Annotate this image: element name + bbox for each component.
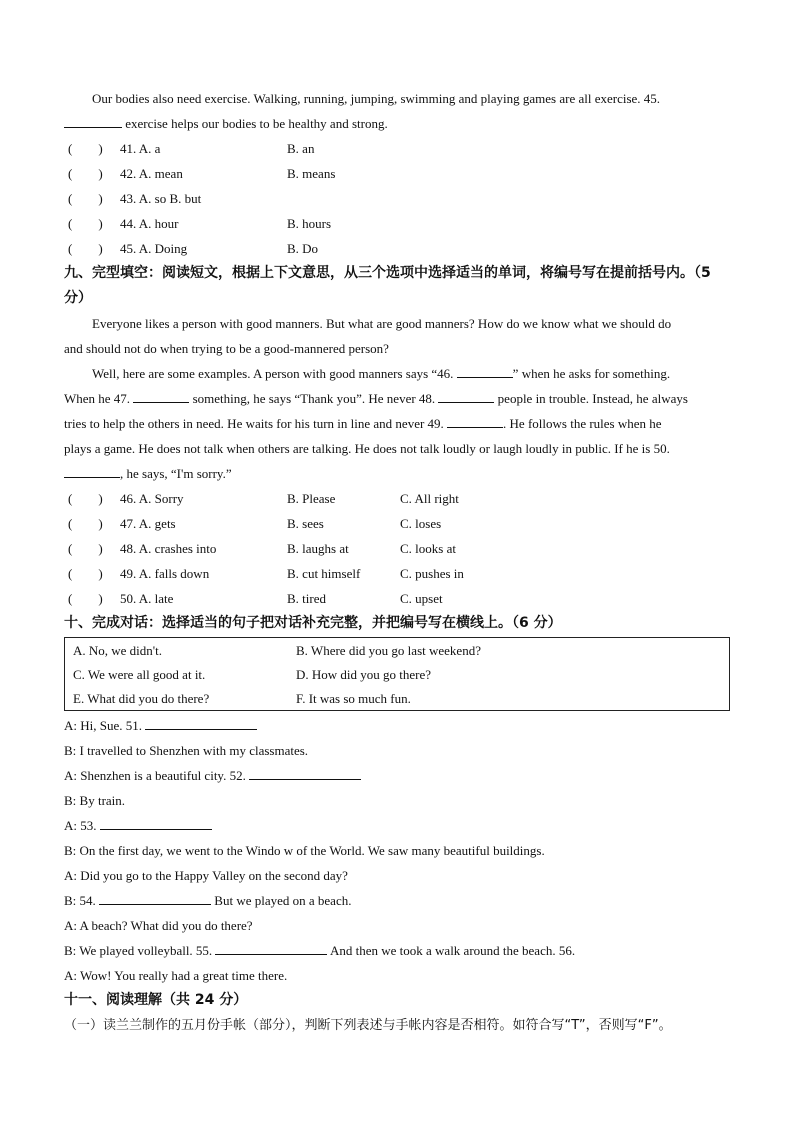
- option-F: F. It was so much fun.: [296, 691, 411, 706]
- option-a: 43. A. so B. but: [120, 191, 202, 206]
- question-43: [64, 186, 730, 211]
- passage-line: Everyone likes a person with good manners. But what are good manners? How do we know what we should do: [92, 316, 672, 331]
- option-c: C. upset: [400, 591, 443, 606]
- passage-line: Our bodies also need exercise. Walking, running, jumping, swimming and playing games are all exercise. 45.: [92, 91, 661, 106]
- passage-line: When he 47. something, he says “Thank you”. He never 48. people in trouble. Instead, he always: [64, 386, 730, 411]
- option-b: B. hours: [287, 216, 332, 231]
- option-B: B. Where did you go last weekend?: [296, 643, 481, 658]
- option-b: B. means: [287, 166, 336, 181]
- option-a: 46. A. Sorry: [120, 491, 184, 506]
- dialogue-line: B: I travelled to Shenzhen with my classmates.: [64, 743, 309, 758]
- answer-blank-54[interactable]: [99, 890, 211, 905]
- answer-parentheses[interactable]: ( ): [68, 166, 103, 181]
- answer-blank-49[interactable]: [447, 413, 503, 428]
- answer-parentheses[interactable]: ( ): [68, 516, 103, 531]
- option-a: 47. A. gets: [120, 516, 176, 531]
- question-47: [64, 511, 730, 536]
- passage-line: plays a game. He does not talk when others are talking. He does not talk loudly or laugh loudly in public. If he is 50.: [64, 441, 670, 456]
- answer-blank-55[interactable]: [215, 940, 327, 955]
- answer-parentheses[interactable]: ( ): [68, 591, 103, 606]
- option-A: A. No, we didn't.: [73, 643, 163, 658]
- option-b: B. Do: [287, 241, 319, 256]
- option-a: 42. A. mean: [120, 166, 183, 181]
- answer-parentheses[interactable]: ( ): [68, 141, 103, 156]
- option-b: B. laughs at: [287, 541, 349, 556]
- dialogue-line: A: A beach? What did you do there?: [64, 918, 253, 933]
- answer-blank-47[interactable]: [133, 388, 189, 403]
- dialogue-line: A: Hi, Sue. 51.: [64, 713, 730, 738]
- dialogue-line: B: We played volleyball. 55. And then we took a walk around the beach. 56.: [64, 938, 730, 963]
- dialogue-line: B: By train.: [64, 793, 126, 808]
- question-46: [64, 486, 730, 511]
- option-a: 48. A. crashes into: [120, 541, 217, 556]
- dialogue-line: B: On the first day, we went to the Windo w of the World. We saw many beautiful buildings.: [64, 843, 545, 858]
- question-41: [64, 136, 730, 161]
- question-44: [64, 211, 730, 236]
- option-c: C. looks at: [400, 541, 456, 556]
- option-b: B. cut himself: [287, 566, 361, 581]
- answer-blank-53[interactable]: [100, 815, 212, 830]
- dialogue-line: A: Wow! You really had a great time there.: [64, 968, 288, 983]
- answer-parentheses[interactable]: ( ): [68, 541, 103, 556]
- question-48: [64, 536, 730, 561]
- passage-line: , he says, “I'm sorry.”: [64, 461, 730, 486]
- answer-blank-46[interactable]: [457, 363, 513, 378]
- option-c: C. loses: [400, 516, 442, 531]
- answer-parentheses[interactable]: ( ): [68, 491, 103, 506]
- section-heading-9: 九、完型填空：阅读短文，根据上下文意思，从三个选项中选择适当的单词，将编号写在提前括号内。（5 分）: [64, 265, 711, 306]
- answer-blank-50[interactable]: [64, 463, 120, 478]
- option-a: 45. A. Doing: [120, 241, 188, 256]
- dialogue-line: A: 53.: [64, 813, 730, 838]
- question-49: [64, 561, 730, 586]
- option-a: 50. A. late: [120, 591, 174, 606]
- answer-blank-48[interactable]: [438, 388, 494, 403]
- passage-line: exercise helps our bodies to be healthy and strong.: [64, 111, 730, 136]
- options-box: [64, 637, 730, 711]
- passage-line: tries to help the others in need. He waits for his turn in line and never 49. . He follows the rules when he: [64, 411, 730, 436]
- answer-blank-51[interactable]: [145, 715, 257, 730]
- worksheet-page: [64, 86, 730, 1038]
- option-a: 41. A. a: [120, 141, 161, 156]
- answer-parentheses[interactable]: ( ): [68, 566, 103, 581]
- passage-line: Well, here are some examples. A person with good manners says “46. ” when he asks for something.: [64, 361, 730, 386]
- option-a: 44. A. hour: [120, 216, 179, 231]
- section-heading-11: 十一、阅读理解（共 24 分）: [64, 992, 248, 1008]
- answer-blank-45[interactable]: [64, 113, 122, 128]
- option-C: C. We were all good at it.: [73, 667, 206, 682]
- question-50: [64, 586, 730, 611]
- option-c: C. All right: [400, 491, 459, 506]
- option-D: D. How did you go there?: [296, 667, 432, 682]
- answer-parentheses[interactable]: ( ): [68, 216, 103, 231]
- option-E: E. What did you do there?: [73, 691, 210, 706]
- question-42: [64, 161, 730, 186]
- option-b: B. sees: [287, 516, 324, 531]
- dialogue-line: A: Shenzhen is a beautiful city. 52.: [64, 763, 730, 788]
- answer-parentheses[interactable]: ( ): [68, 241, 103, 256]
- answer-parentheses[interactable]: ( ): [68, 191, 103, 206]
- section-heading-10: 十、完成对话：选择适当的句子把对话补充完整，并把编号写在横线上。（6 分）: [64, 615, 562, 631]
- option-a: 49. A. falls down: [120, 566, 210, 581]
- dialogue-line: B: 54. But we played on a beach.: [64, 888, 730, 913]
- option-b: B. tired: [287, 591, 326, 606]
- answer-blank-52[interactable]: [249, 765, 361, 780]
- option-c: C. pushes in: [400, 566, 464, 581]
- section-instruction: （一）读兰兰制作的五月份手帐（部分），判断下列表述与手帐内容是否相符。如符合写“T”，否则写“F”。: [64, 1018, 672, 1033]
- question-45: [64, 236, 730, 261]
- option-b: B. Please: [287, 491, 336, 506]
- passage-line: and should not do when trying to be a good-mannered person?: [64, 341, 389, 356]
- dialogue-line: A: Did you go to the Happy Valley on the second day?: [64, 868, 348, 883]
- option-b: B. an: [287, 141, 315, 156]
